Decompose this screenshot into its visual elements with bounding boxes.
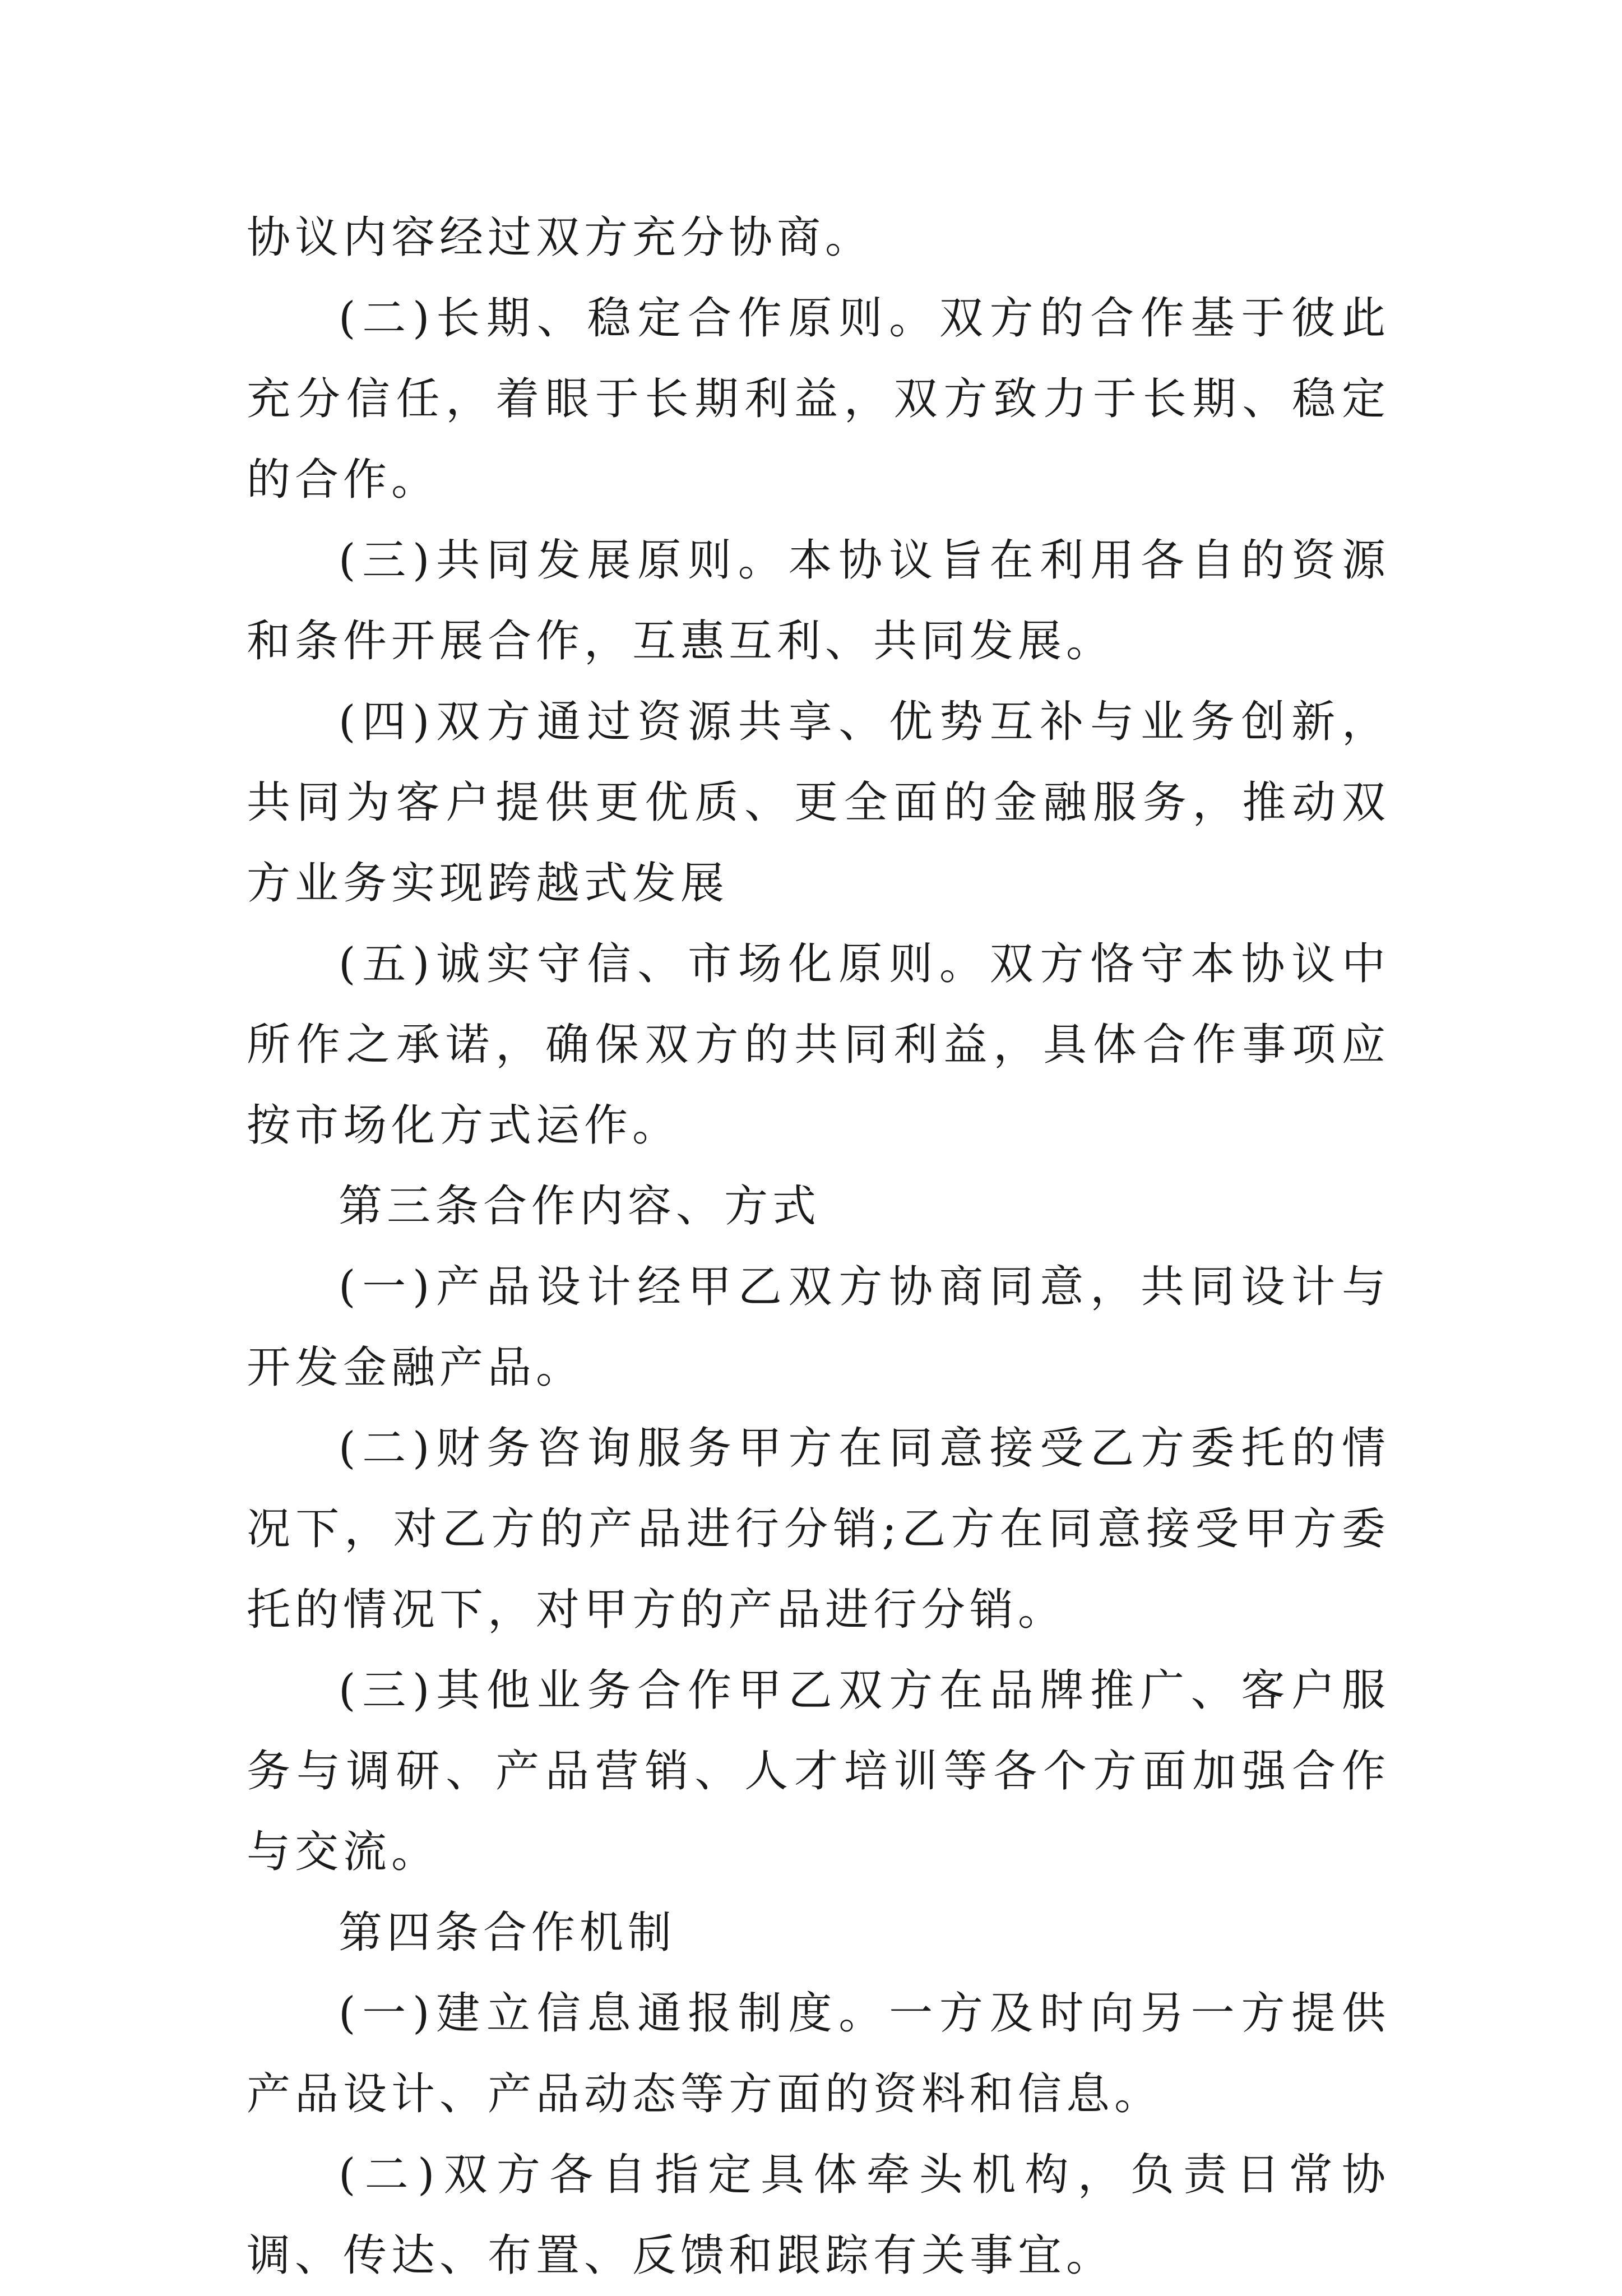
paragraph-cooperation-3: (三)其他业务合作甲乙双方在品牌推广、客户服务与调研、产品营销、人才培训等各个方面加强合作与交流。 — [247, 1665, 1390, 1877]
article-4-heading: 第四条合作机制 — [339, 1908, 676, 1958]
paragraph-continuation: 协议内容经过双方充分协商。 — [247, 212, 874, 263]
paragraph-mechanism-2: (二)双方各自指定具体牵头机构，负责日常协调、传达、布置、反馈和跟踪有关事宜。 — [247, 2150, 1390, 2281]
paragraph-cooperation-2: (二)财务咨询服务甲方在同意接受乙方委托的情况下，对乙方的产品进行分销;乙方在同意接受甲方委托的情况下，对甲方的产品进行分销。 — [247, 1423, 1390, 1635]
paragraph-principle-3: (三)共同发展原则。本协议旨在利用各自的资源和条件开展合作，互惠互利、共同发展。 — [247, 535, 1390, 666]
document-body — [247, 197, 1390, 2296]
paragraph-principle-4: (四)双方通过资源共享、优势互补与业务创新，共同为客户提供更优质、更全面的金融服务，推动双方业务实现跨越式发展 — [247, 697, 1390, 909]
paragraph-cooperation-1: (一)产品设计经甲乙双方协商同意，共同设计与开发金融产品。 — [247, 1262, 1390, 1393]
paragraph-principle-2: (二)长期、稳定合作原则。双方的合作基于彼此充分信任，着眼于长期利益，双方致力于长期、稳定的合作。 — [247, 293, 1390, 505]
article-3-heading: 第三条合作内容、方式 — [339, 1181, 821, 1232]
paragraph-principle-5: (五)诚实守信、市场化原则。双方恪守本协议中所作之承诺，确保双方的共同利益，具体合作事项应按市场化方式运作。 — [247, 939, 1390, 1151]
paragraph-mechanism-1: (一)建立信息通报制度。一方及时向另一方提供产品设计、产品动态等方面的资料和信息。 — [247, 1988, 1390, 2119]
